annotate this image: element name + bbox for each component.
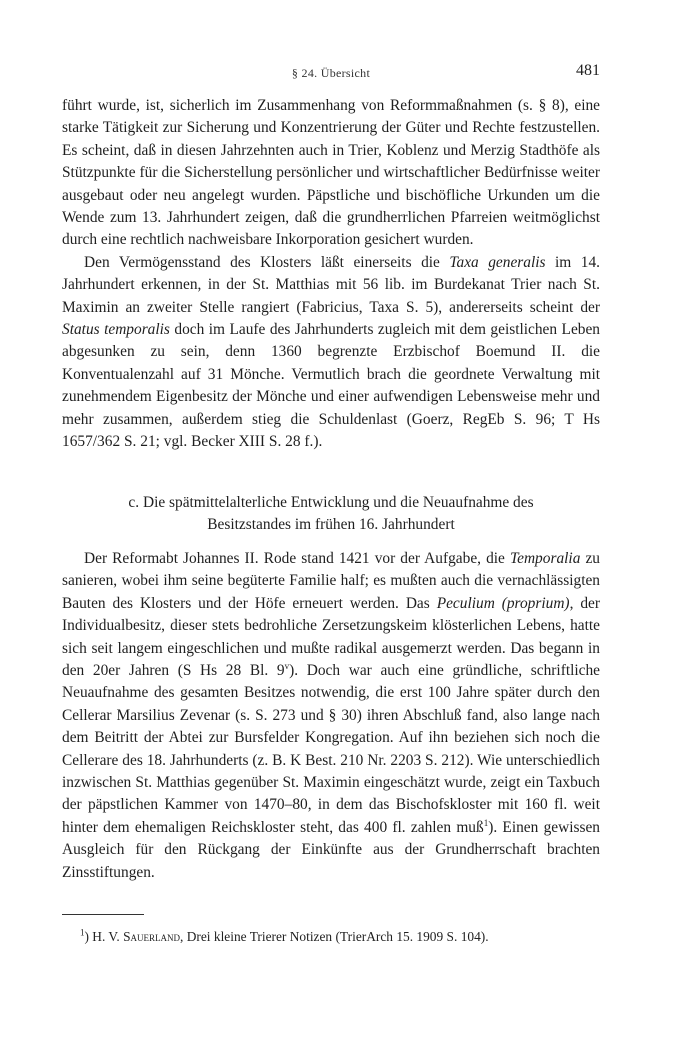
footnote-rule — [62, 914, 144, 915]
footnote-marker: 1 — [80, 927, 85, 938]
paragraph-3-text-4: ). Doch war auch eine gründliche, schriftliche Neuaufnahme des gesamten Besitzes notwendig, die erst 100 Jahre später durch den Cellerar Marsilius Zevenar (s. S. 273 und § 30) ihren Abschluß fand, also lange nach dem Beitritt der Abtei zur Bursfelder Kongregation. Auf ihn beziehen sich noch die Cellerare des 18. Jahrhunderts (z. B. K Best. 210 Nr. 2203 S. 212). Wie unterschiedlich inzwischen St. Matthias gegenüber St. Maximin eingeschätzt wurde, zeigt ein Taxbuch der päpstlichen Kammer von 1470–80, in dem das Bischofskloster mit 160 fl. weit hinter dem ehemaligen Reichskloster steht, das 400 fl. zahlen muß — [62, 662, 601, 836]
footnote-author: Sauerland — [123, 929, 181, 944]
body-text-upper — [62, 95, 600, 454]
section-heading-line-2: Besitzstandes im frühen 16. Jahrhundert — [207, 516, 455, 534]
paragraph-2-text-1: Den Vermögensstand des Klosters läßt einerseits die — [84, 253, 450, 271]
page-number: 481 — [576, 62, 600, 79]
taxa-generalis-term: Taxa generalis — [449, 253, 546, 271]
page-header — [62, 62, 600, 84]
running-head: § 24. Übersicht — [291, 66, 371, 80]
footnote-reference: 1 — [483, 817, 489, 828]
verso-superscript: v — [284, 660, 290, 671]
paragraph-2-text-3: doch im Laufe des Jahrhunderts zugleich mit dem geistlichen Leben abgesunken zu sein, denn 1360 begrenzte Erzbischof Boemund II. die Konventualenzahl auf 31 Mönche. Vermutlich brach die geordnete Verwaltung mit zunehmendem Eigenbesitz der Mönche und einer aufwendigen Lebensweise mehr und mehr zusammen, außerdem stieg die Schuldenlast (Goerz, RegEb S. 96; T Hs 1657/362 S. 21; vgl. Becker XIII S. 28 f.). — [62, 321, 600, 451]
status-temporalis-term: Status temporalis — [62, 321, 170, 339]
section-heading — [62, 492, 600, 537]
paragraph-3-text-1: Der Reformabt Johannes II. Rode stand 1421 vor der Aufgabe, die — [84, 550, 510, 567]
section-heading-line-1: c. Die spätmittelalterliche Entwicklung und die Neuaufnahme des — [128, 494, 534, 511]
paragraph-3-text-3: , der Individualbesitz, dieser stets bedrohliche Zersetzungskeim klösterlichen Lebens, hatte sich seit langem eingeschlichen und mußte radikal ausgemerzt werden. Das begann in den 20er Jahren (S Hs 28 Bl. 9 — [62, 594, 600, 680]
temporalia-term: Temporalia — [509, 550, 581, 567]
footnote-text-2: , Drei kleine Trierer Notizen (TrierArch 15. 1909 S. 104). — [180, 929, 489, 944]
paragraph-3-text-2: zu sanieren, wobei ihm seine begüterte Familie half; es mußten auch die vernachlässigten Bauten des Klosters und der Höfe erneuert werden. Das — [62, 550, 600, 612]
paragraph-3-text-5: ). Einen gewissen Ausgleich für den Rückgang der Einkünfte aus der Grundherrschaft brachten Zinsstiftungen. — [62, 818, 600, 881]
body-text-lower — [62, 548, 600, 884]
paragraph-2 — [62, 252, 600, 454]
paragraph-3 — [62, 548, 600, 884]
paragraph-1: führt wurde, ist, sicherlich im Zusammenhang von Reformmaßnahmen (s. § 8), eine starke Tätigkeit zur Sicherung und Konzentrierung der Güter und Rechte festzustellen. Es scheint, daß in diesen Jahrzehnten auch in Trier, Koblenz und Merzig Stadthöfe als Stützpunkte für die Sicherstellung persönlicher und wirtschaftlicher Bedürfnisse weiter ausgebaut oder neu angelegt wurden. Päpstliche und bischöfliche Urkunden um die Wende zum 13. Jahrhundert zeigen, daß die grundherrlichen Pfarreien weitmöglichst durch eine rechtlich nachweisbare Inkorporation gesichert wurden. — [62, 97, 600, 249]
peculium-term: Peculium (proprium) — [436, 594, 570, 612]
footnote — [80, 928, 600, 946]
paragraph-2-text-2: im 14. Jahrhundert erkennen, in der St. Matthias mit 56 lib. im Burdekanat Trier nach St. Maximin an zweiter Stelle rangiert (Fabricius, Taxa S. 5), andererseits scheint der — [62, 253, 601, 316]
footnote-text-1: ) H. V. — [84, 929, 124, 944]
